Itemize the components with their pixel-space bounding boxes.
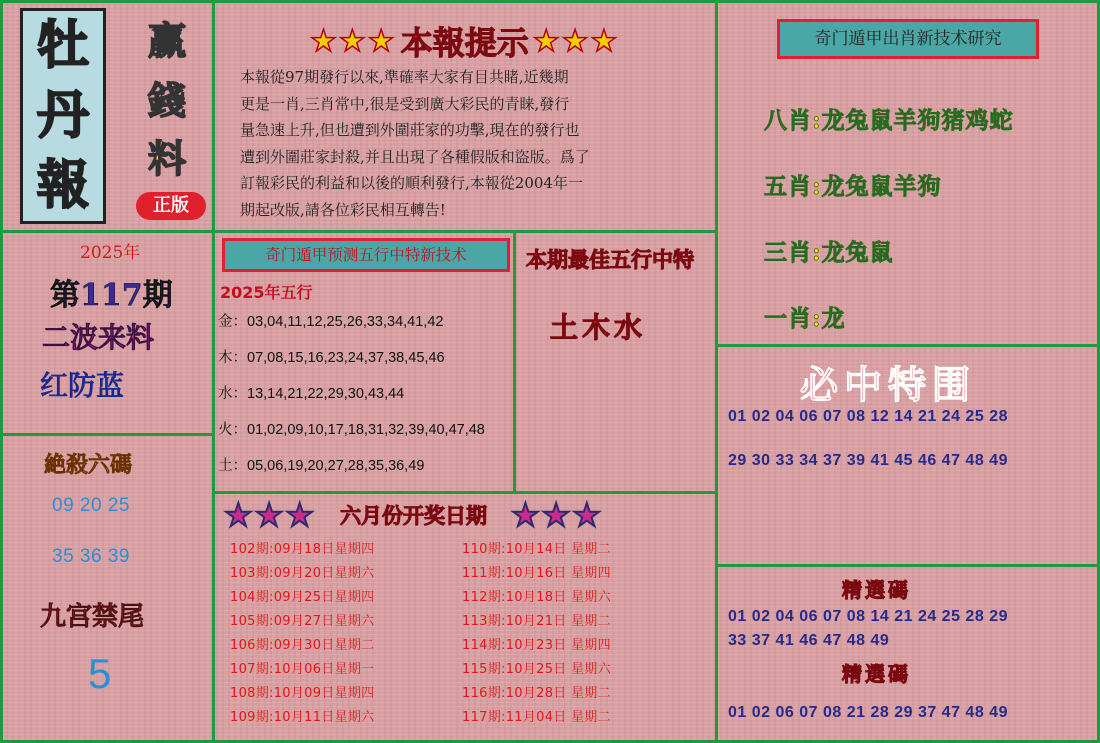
wave-title: 二波来料: [42, 321, 155, 354]
side-char: 錢: [148, 78, 187, 123]
official-badge: 正版: [136, 192, 206, 220]
nine-palace-title: 九宫禁尾: [40, 602, 145, 632]
must-row: 01 02 04 06 07 08 12 14 21 24 25 28: [728, 408, 1008, 425]
zodiac-header: 奇门遁甲出肖新技术研究: [777, 19, 1039, 59]
notice-body: [240, 64, 702, 223]
date-entry: 111期:10月16日 星期四: [462, 566, 611, 581]
wuxing-row: 土：05,06,19,20,27,28,35,36,49: [218, 458, 425, 474]
notice-line: 期起改版,請各位彩民相互轉告!: [240, 200, 446, 219]
kill-title: 絶殺六碼: [44, 452, 133, 478]
date-entry: 108期:10月09日星期四: [230, 686, 375, 701]
zodiac-line: 八肖:龙兔鼠羊狗猪鸡蛇: [764, 107, 1014, 134]
best-title: 本期最佳五行中特: [526, 247, 694, 272]
notice-title: 本報提示: [400, 24, 529, 62]
notice-line: 量急速上升,但也遭到外圍莊家的功擊,現在的發行也: [240, 121, 580, 139]
best-value: 土木水: [550, 311, 647, 344]
zodiac-line: 三肖:龙兔鼠: [764, 239, 894, 266]
date-entry: 112期:10月18日 星期六: [462, 590, 611, 605]
nine-palace-value: 5: [88, 650, 112, 697]
date-entry: 116期:10月28日 星期二: [462, 686, 611, 701]
selected-row: 01 02 06 07 08 21 28 29 37 47 48 49: [728, 704, 1008, 721]
issue-year: 2025年: [80, 243, 141, 263]
logo-char: 牡: [36, 15, 89, 76]
star-icon: ★★★: [310, 23, 397, 59]
side-char: 赢: [148, 18, 187, 63]
date-entry: 109期:10月11日星期六: [230, 710, 375, 725]
issue-period: 第117期: [50, 278, 173, 313]
selected-title: 精選碼: [842, 662, 911, 686]
notice-line: 更是一肖,三肖常中,很是受到廣大彩民的青睐,發行: [240, 94, 570, 113]
date-entry: 115期:10月25日 星期六: [462, 662, 611, 677]
date-entry: 106期:09月30日星期二: [230, 638, 375, 653]
star-icon: ★★★: [511, 496, 604, 534]
wuxing-subtitle: 2025年五行: [220, 283, 313, 302]
notice-header: [310, 18, 619, 64]
date-entry: 110期:10月14日 星期二: [462, 542, 611, 557]
side-char: 料: [148, 136, 187, 181]
logo-char: 丹: [36, 85, 89, 146]
wuxing-row: 水：13,14,21,22,29,30,43,44: [218, 386, 405, 402]
zodiac-line: 五肖:龙兔鼠羊狗: [764, 173, 942, 200]
selected-title: 精選碼: [842, 578, 911, 602]
date-entry: 104期:09月25日星期四: [230, 590, 375, 605]
must-row: 29 30 33 34 37 39 41 45 46 47 48 49: [728, 452, 1008, 469]
date-entry: 102期:09月18日星期四: [230, 542, 375, 557]
star-icon: ★★★: [224, 496, 317, 534]
logo-char: 報: [36, 155, 89, 216]
wuxing-row: 木：07,08,15,16,23,24,37,38,45,46: [218, 350, 445, 366]
kill-row: 35 36 39: [52, 546, 130, 567]
wuxing-header: 奇门遁甲预测五行中特新技术: [222, 238, 510, 272]
wuxing-row: 金：03,04,11,12,25,26,33,34,41,42: [218, 314, 444, 330]
date-entry: 117期:11月04日 星期二: [462, 710, 611, 725]
lottery-title: 六月份开奖日期: [340, 503, 488, 528]
zodiac-line: 一肖:龙: [764, 305, 846, 332]
newspaper-logo: [20, 8, 106, 224]
star-icon: ★★★: [532, 23, 620, 59]
must-title: 必中特围: [800, 362, 977, 407]
notice-line: 遭到外圍莊家封殺,并且出現了各種假版和盜版。爲了: [240, 147, 590, 166]
kill-row: 09 20 25: [52, 495, 130, 516]
lottery-header: [224, 496, 603, 534]
date-entry: 103期:09月20日星期六: [230, 566, 375, 581]
wuxing-row: 火：01,02,09,10,17,18,31,32,39,40,47,48: [218, 422, 485, 438]
date-entry: 105期:09月27日星期六: [230, 614, 375, 629]
date-entry: 114期:10月23日 星期四: [462, 638, 611, 653]
wave-value: 红防蓝: [40, 369, 125, 402]
notice-line: 本報從97期發行以來,準確率大家有目共睹,近幾期: [240, 68, 569, 86]
date-entry: 113期:10月21日 星期二: [462, 614, 611, 629]
notice-line: 訂報彩民的利益和以後的順利發行,本報從2004年一: [240, 174, 583, 192]
selected-row: 01 02 04 06 07 08 14 21 24 25 28 29: [728, 608, 1008, 625]
date-entry: 107期:10月06日星期一: [230, 662, 375, 677]
selected-row: 33 37 41 46 47 48 49: [728, 632, 890, 649]
